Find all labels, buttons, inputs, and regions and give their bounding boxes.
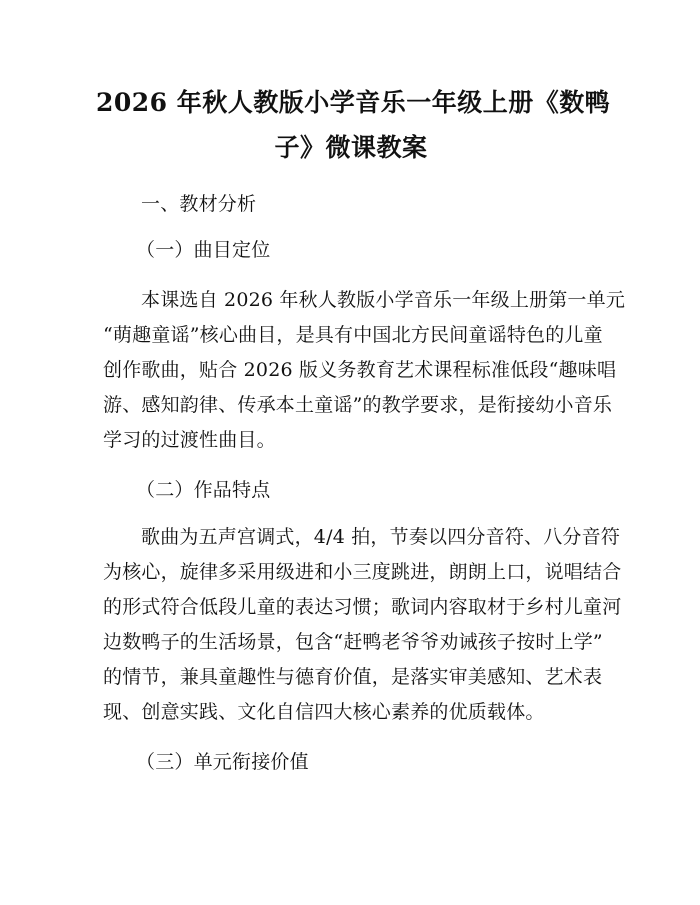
paragraph-positioning-line: 本课选自 2026 年秋人教版小学音乐一年级上册第一单元 [141, 289, 626, 311]
section-heading-textbook-analysis: 一、教材分析 [141, 193, 257, 215]
subsection-heading-piece-positioning: （一）曲目定位 [136, 239, 271, 261]
paragraph-positioning-line: 学习的过渡性曲目。 [103, 429, 276, 451]
subsection-heading-unit-connection-value: （三）单元衔接价值 [136, 751, 309, 773]
paragraph-features-line: 的形式符合低段儿童的表达习惯；歌词内容取材于乡村儿童河 [103, 596, 622, 618]
document-title-line-1: 2026 年秋人教版小学音乐一年级上册《数鸭 [96, 88, 611, 117]
subsection-heading-work-features: （二）作品特点 [136, 479, 271, 501]
paragraph-positioning-line: 创作歌曲，贴合 2026 版义务教育艺术课程标准低段“趣味唱 [103, 359, 617, 381]
paragraph-positioning-line: 游、感知韵律、传承本土童谣”的教学要求，是衔接幼小音乐 [103, 394, 613, 416]
document-title-line-2: 子》微课教案 [274, 133, 428, 162]
paragraph-features-line: 边数鸭子的生活场景，包含“赶鸭老爷爷劝诫孩子按时上学” [103, 631, 603, 653]
paragraph-positioning-line: “萌趣童谣”核心曲目，是具有中国北方民间童谣特色的儿童 [103, 324, 603, 346]
paragraph-features-line: 为核心，旋律多采用级进和小三度跳进，朗朗上口，说唱结合 [103, 561, 622, 583]
paragraph-features-line: 的情节，兼具童趣性与德育价值，是落实审美感知、艺术表 [103, 666, 603, 688]
paragraph-features-line: 歌曲为五声宫调式，4/4 拍，节奏以四分音符、八分音符 [141, 526, 621, 548]
paragraph-features-line: 现、创意实践、文化自信四大核心素养的优质载体。 [103, 701, 545, 723]
